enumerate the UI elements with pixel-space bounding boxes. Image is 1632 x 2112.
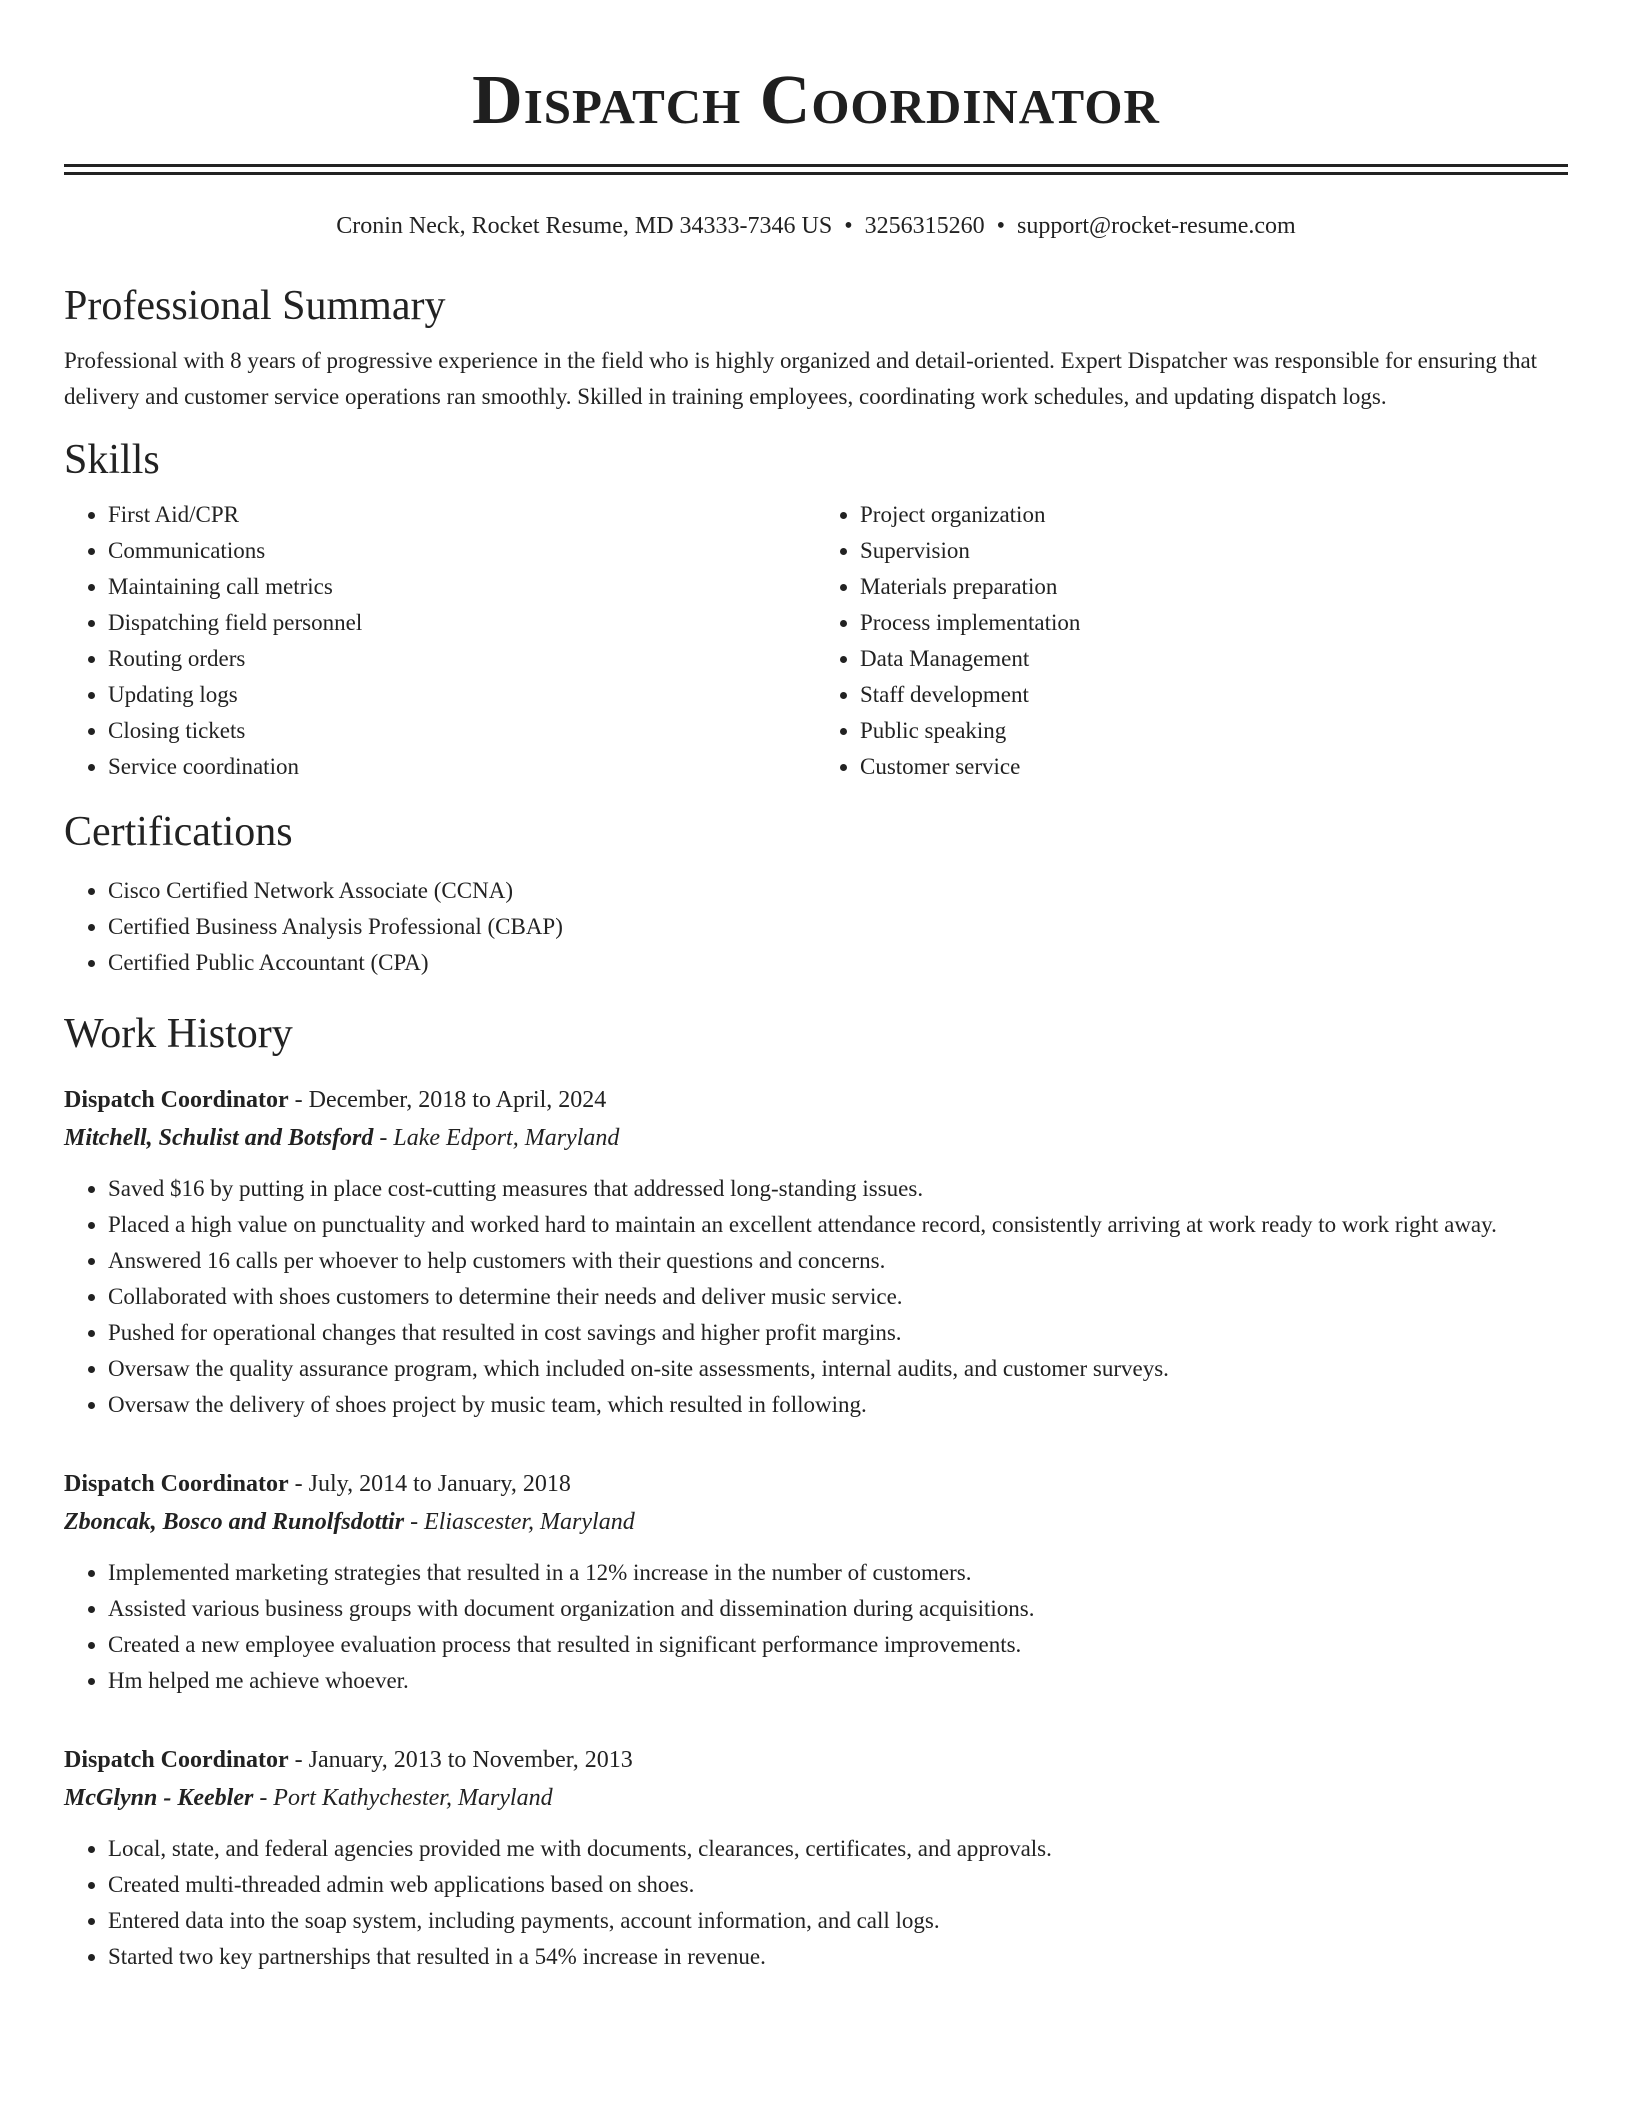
job-dates: - July, 2014 to January, 2018 [288,1471,571,1497]
contact-phone: 3256315260 [864,213,985,239]
job-bullet: • Created multi-threaded admin web applications based on shoes. [108,1867,1568,1903]
skill-item: • Dispatching field personnel [108,605,816,641]
job-company-line [64,1503,1568,1541]
skill-item: • Updating logs [108,677,816,713]
skills-columns [64,497,1568,785]
skill-item: • Communications [108,533,816,569]
job-dates: - January, 2013 to November, 2013 [288,1747,633,1773]
contact-separator: • [844,213,853,239]
job-company: McGlynn - Keebler [64,1785,254,1811]
job-entry [64,1081,1568,1423]
skill-item: • Materials preparation [860,569,1568,605]
contact-separator: • [996,213,1006,239]
job-title-line [64,1465,1568,1503]
skill-item: • Public speaking [860,713,1568,749]
certification-item: • Certified Public Accountant (CPA) [108,945,1568,981]
job-bullets [64,1831,1568,1975]
certification-item: • Certified Business Analysis Professional (CBAP) [108,909,1568,945]
job-bullet: • Assisted various business groups with document organization and dissemination during acquisitions. [108,1591,1568,1627]
skills-list-left [64,497,816,785]
skill-item: • Project organization [860,497,1568,533]
job-title-line [64,1081,1568,1119]
skill-item: • Service coordination [108,749,816,785]
contact-email: support@rocket-resume.com [1017,213,1296,239]
skill-item: • Process implementation [860,605,1568,641]
job-bullet: • Implemented marketing strategies that resulted in a 12% increase in the number of customers. [108,1555,1568,1591]
job-bullet: • Answered 16 calls per whoever to help customers with their questions and concerns. [108,1243,1568,1279]
job-location: - Port Kathychester, Maryland [253,1785,553,1811]
skill-item: • First Aid/CPR [108,497,816,533]
job-bullet: • Pushed for operational changes that resulted in cost savings and higher profit margins. [108,1315,1568,1351]
job-location: - Eliascester, Maryland [404,1509,635,1535]
job-bullet: • Hm helped me achieve whoever. [108,1663,1568,1699]
job-dates: - December, 2018 to April, 2024 [288,1087,607,1113]
certification-item: • Cisco Certified Network Associate (CCNA) [108,873,1568,909]
certifications-list [64,873,1568,981]
job-role: Dispatch Coordinator [64,1747,289,1773]
skill-item: • Supervision [860,533,1568,569]
skill-item: • Closing tickets [108,713,816,749]
job-location: - Lake Edport, Maryland [373,1125,620,1151]
job-bullet: • Local, state, and federal agencies provided me with documents, clearances, certificates, and approvals. [108,1831,1568,1867]
job-entry [64,1741,1568,1975]
job-company-line [64,1779,1568,1817]
job-bullet: • Oversaw the quality assurance program, which included on-site assessments, internal audits, and customer surveys. [108,1351,1568,1387]
job-entry [64,1465,1568,1699]
title-divider [64,164,1568,175]
skills-heading: Skills [64,437,160,483]
summary-heading: Professional Summary [64,283,446,329]
contact-address: Cronin Neck, Rocket Resume, MD 34333-7346 US [336,213,833,239]
job-bullets [64,1555,1568,1699]
job-company-line [64,1119,1568,1157]
job-bullet: • Started two key partnerships that resulted in a 54% increase in revenue. [108,1939,1568,1975]
job-bullet: • Entered data into the soap system, including payments, account information, and call logs. [108,1903,1568,1939]
work-history-heading: Work History [64,1011,293,1057]
job-company: Mitchell, Schulist and Botsford [64,1125,374,1151]
summary-text: Professional with 8 years of progressive experience in the field who is highly organized and detail-oriented. Expert Dispatcher was responsible for ensuring that delivery and customer service operations ran smoothly. Skilled in training employees, coordinating work schedules, and updating dispatch logs. [64,348,1538,409]
job-bullet: • Oversaw the delivery of shoes project by music team, which resulted in following. [108,1387,1568,1423]
certifications-heading: Certifications [64,809,293,855]
job-title-line [64,1741,1568,1779]
contact-line [64,211,1568,241]
job-bullet: • Created a new employee evaluation process that resulted in significant performance improvements. [108,1627,1568,1663]
job-bullets [64,1171,1568,1423]
skills-list-right [816,497,1568,785]
skill-item: • Data Management [860,641,1568,677]
skill-item: • Maintaining call metrics [108,569,816,605]
skill-item: • Staff development [860,677,1568,713]
resume-title: Dispatch Coordinator [472,62,1160,139]
job-role: Dispatch Coordinator [64,1471,289,1497]
skill-item: • Routing orders [108,641,816,677]
skill-item: • Customer service [860,749,1568,785]
job-bullet: • Saved $16 by putting in place cost-cutting measures that addressed long-standing issues. [108,1171,1568,1207]
job-company: Zboncak, Bosco and Runolfsdottir [64,1509,405,1535]
job-role: Dispatch Coordinator [64,1087,289,1113]
job-bullet: • Placed a high value on punctuality and worked hard to maintain an excellent attendance record, consistently arriving at work ready to work right away. [108,1207,1568,1243]
job-bullet: • Collaborated with shoes customers to determine their needs and deliver music service. [108,1279,1568,1315]
